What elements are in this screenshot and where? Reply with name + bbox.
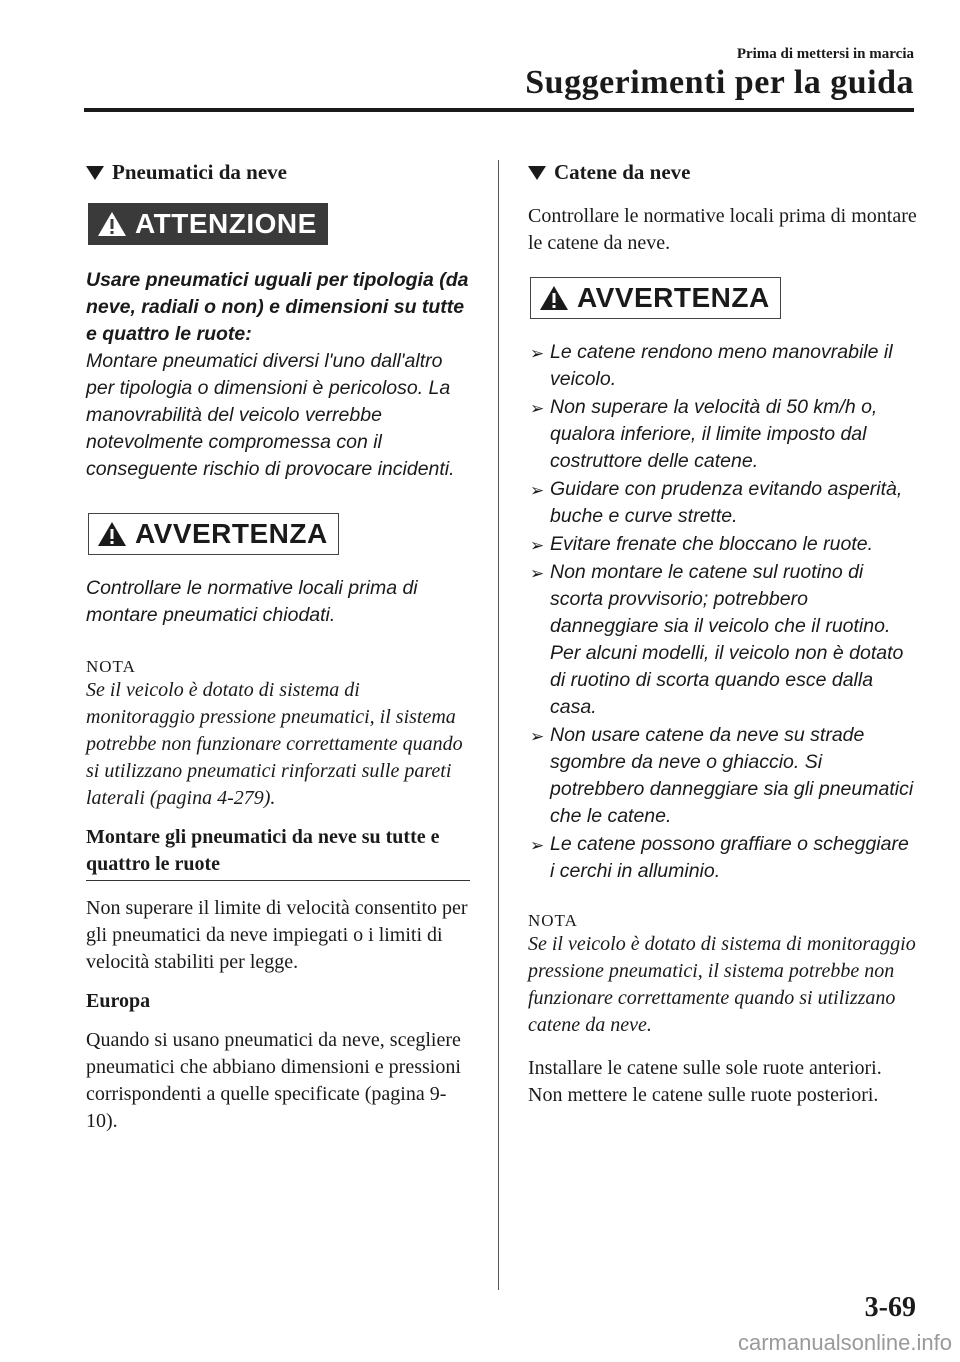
list-item: ➢ Non montare le catene sul ruotino di scorta provvisorio; potrebbero danneggiare sia il veicolo che il ruotino. Per alcuni modelli, il veicolo non è dotato di ruotino di scorta quando esce dalla casa. [530,561,904,718]
header-rule [84,108,914,112]
arrow-right-icon: ➢ [530,399,545,418]
list-item: ➢ Non superare la velocità di 50 km/h o, qualora inferiore, il limite imposto dal costruttore delle catene. [530,396,878,472]
list-item: ➢ Evitare frenate che bloccano le ruote. [528,531,918,558]
nota-label: NOTA [528,911,578,930]
chapter-label: Prima di mettersi in marcia [736,46,914,62]
column-divider [498,160,499,1290]
arrow-right-icon: ➢ [530,727,545,746]
warning-badge: AVVERTENZA [530,277,781,319]
chains-warning-list [528,339,918,885]
arrow-right-icon: ➢ [530,836,545,855]
warning-triangle-icon [97,520,127,548]
section-title-snow-tires: Pneumatici da neve [86,160,470,185]
list-item: ➢ Le catene rendono meno manovrabile il veicolo. [530,341,893,390]
nota-text: Se il veicolo è dotato di sistema di monitoraggio pressione pneumatici, il sistema potrebbe non funzionare correttamente quando si utilizzano catene da neve. [528,933,916,1036]
chains-intro: Controllare le normative locali prima di montare le catene da neve. [528,205,917,254]
rear-wheels-paragraph: Non mettere le catene sulle ruote posteriori. [528,1084,879,1106]
arrow-right-icon: ➢ [530,564,545,583]
page-title: Suggerimenti per la guida [525,64,914,101]
arrow-right-icon: ➢ [530,344,545,363]
subheading-four-wheels: Montare gli pneumatici da neve su tutte e quattro le ruote [86,824,470,881]
section-title-snow-chains: Catene da neve [528,160,918,185]
nota-text: Se il veicolo è dotato di sistema di monitoraggio pressione pneumatici, il sistema potrebbe non funzionare correttamente quando si utilizzano pneumatici rinforzati sulle pareti laterali (pagina 4-279). [86,679,463,809]
left-column [86,160,470,1135]
triangle-down-icon [528,166,546,180]
tire-size-paragraph: Quando si usano pneumatici da neve, scegliere pneumatici che abbiano dimensioni e pressioni corrispondenti a quelle specificate (pagina 9-10). [86,1029,461,1132]
list-item: ➢ Non usare catene da neve su strade sgombre da neve o ghiaccio. Si potrebbero danneggiare sia gli pneumatici che le catene. [530,724,914,827]
warning-text: Controllare le normative locali prima di montare pneumatici chiodati. [86,577,418,626]
right-column [528,160,918,1109]
speed-limit-paragraph: Non superare il limite di velocità consentito per gli pneumatici da neve impiegati o i limiti di velocità stabiliti per legge. [86,897,468,973]
nota-label: NOTA [86,657,136,676]
warning-triangle-icon [97,210,127,238]
watermark: carmanualsonline.info [737,1330,952,1355]
arrow-right-icon: ➢ [530,481,545,500]
warning-badge: AVVERTENZA [88,513,339,555]
page-number: 3-69 [864,1292,916,1323]
attention-badge: ATTENZIONE [88,203,328,245]
list-item: ➢ Le catene possono graffiare o scheggiare i cerchi in alluminio. [530,833,909,882]
attention-heading: Usare pneumatici uguali per tipologia (da neve, radiali o non) e dimensioni su tutte e quattro le ruote: [86,269,469,345]
warning-triangle-icon [539,284,569,312]
arrow-right-icon: ➢ [530,536,545,555]
region-label: Europa [86,990,151,1012]
front-wheels-paragraph: Installare le catene sulle sole ruote anteriori. [528,1057,882,1079]
attention-text: Montare pneumatici diversi l'uno dall'altro per tipologia o dimensioni è pericoloso. La manovrabilità del veicolo verrebbe notevolmente compromessa con il conseguente rischio di provocare incidenti. [86,350,455,480]
list-item: ➢ Guidare con prudenza evitando asperità, buche e curve strette. [530,478,903,527]
triangle-down-icon [86,166,104,180]
